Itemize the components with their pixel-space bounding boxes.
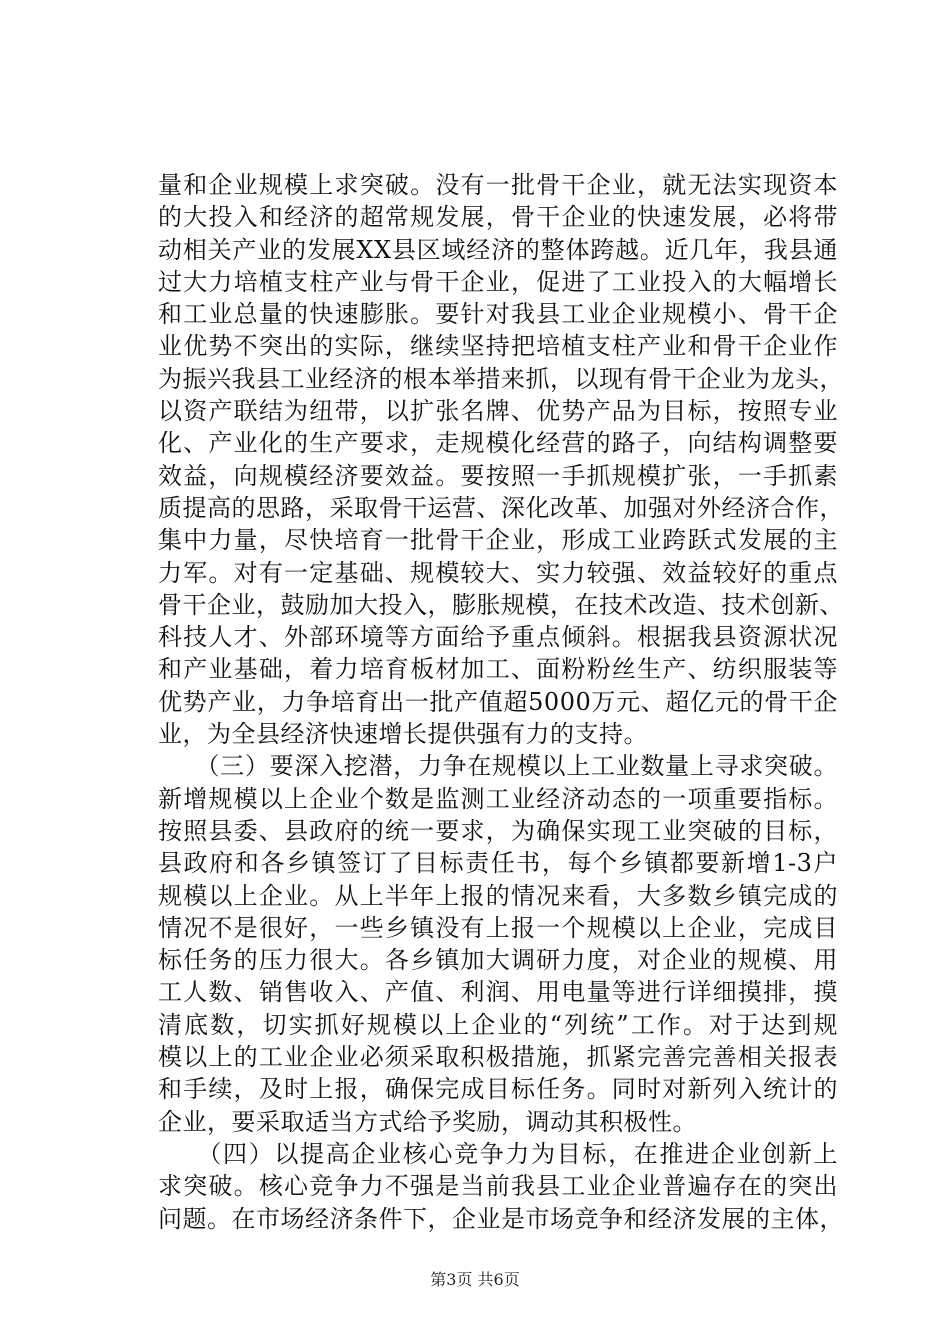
- text-line: 问题。在市场经济条件下，企业是市场竞争和经济发展的主体，: [158, 1204, 844, 1233]
- text-line: 和产业基础，着力培育板材加工、面粉粉丝生产、纺织服装等: [158, 655, 838, 684]
- body-text: [158, 169, 844, 1235]
- text-line: 和手续，及时上报，确保完成目标任务。同时对新列入统计的: [158, 1075, 838, 1104]
- text-line: 县政府和各乡镇签订了目标责任书，每个乡镇都要新增1-3户: [158, 849, 838, 878]
- text-line: 新增规模以上企业个数是监测工业经济动态的一项重要指标。: [158, 784, 838, 813]
- text-line: 以资产联结为纽带，以扩张名牌、优势产品为目标，按照专业: [158, 397, 838, 426]
- text-line: 按照县委、县政府的统一要求，为确保实现工业突破的目标，: [158, 816, 838, 845]
- text-line: 标任务的压力很大。各乡镇加大调研力度，对企业的规模、用: [158, 946, 838, 975]
- text-line: 集中力量，尽快培育一批骨干企业，形成工业跨跃式发展的主: [158, 526, 838, 555]
- text-line: 动相关产业的发展XX县区域经济的整体跨越。近几年，我县通: [158, 235, 838, 264]
- text-line: 情况不是很好，一些乡镇没有上报一个规模以上企业，完成目: [158, 913, 838, 942]
- text-line: 科技人才、外部环境等方面给予重点倾斜。根据我县资源状况: [158, 623, 838, 652]
- text-line: 量和企业规模上求突破。没有一批骨干企业，就无法实现资本: [158, 171, 838, 199]
- text-line: 规模以上企业。从上半年上报的情况来看，大多数乡镇完成的: [158, 881, 838, 910]
- text-line: 骨干企业，鼓励加大投入，膨胀规模，在技术改造、技术创新、: [158, 590, 844, 619]
- text-line: 化、产业化的生产要求，走规模化经营的路子，向结构调整要: [158, 429, 838, 458]
- text-line: （四）以提高企业核心竞争力为目标，在推进企业创新上: [158, 1139, 838, 1168]
- text-line: 企业，要采取适当方式给予奖励，调动其积极性。: [158, 1107, 697, 1136]
- page-footer: 第3页 共6页: [430, 1270, 520, 1289]
- text-line: 质提高的思路，采取骨干运营、深化改革、加强对外经济合作，: [158, 493, 844, 522]
- text-line: 工人数、销售收入、产值、利润、用电量等进行详细摸排，摸: [158, 978, 838, 1007]
- text-line: （三）要深入挖潜，力争在规模以上工业数量上寻求突破。: [158, 752, 838, 781]
- text-line: 力军。对有一定基础、规模较大、实力较强、效益较好的重点: [158, 558, 838, 587]
- text-line: 和工业总量的快速膨胀。要针对我县工业企业规模小、骨干企: [158, 300, 838, 329]
- text-line: 清底数，切实抓好规模以上企业的“列统”工作。对于达到规: [158, 1010, 838, 1039]
- text-line: 效益，向规模经济要效益。要按照一手抓规模扩张，一手抓素: [158, 461, 838, 490]
- text-line: 求突破。核心竞争力不强是当前我县工业企业普遍存在的突出: [158, 1172, 838, 1201]
- text-line: 模以上的工业企业必须采取积极措施，抓紧完善完善相关报表: [158, 1043, 838, 1072]
- text-line: 业优势不突出的实际，继续坚持把培植支柱产业和骨干企业作: [158, 332, 838, 361]
- text-line: 过大力培植支柱产业与骨干企业，促进了工业投入的大幅增长: [158, 267, 838, 296]
- text-line: 为振兴我县工业经济的根本举措来抓，以现有骨干企业为龙头，: [158, 364, 844, 393]
- text-line: 的大投入和经济的超常规发展，骨干企业的快速发展，必将带: [158, 203, 838, 232]
- text-line: 优势产业，力争培育出一批产值超5000万元、超亿元的骨干企: [158, 687, 838, 716]
- text-line: 业，为全县经济快速增长提供强有力的支持。: [158, 720, 648, 749]
